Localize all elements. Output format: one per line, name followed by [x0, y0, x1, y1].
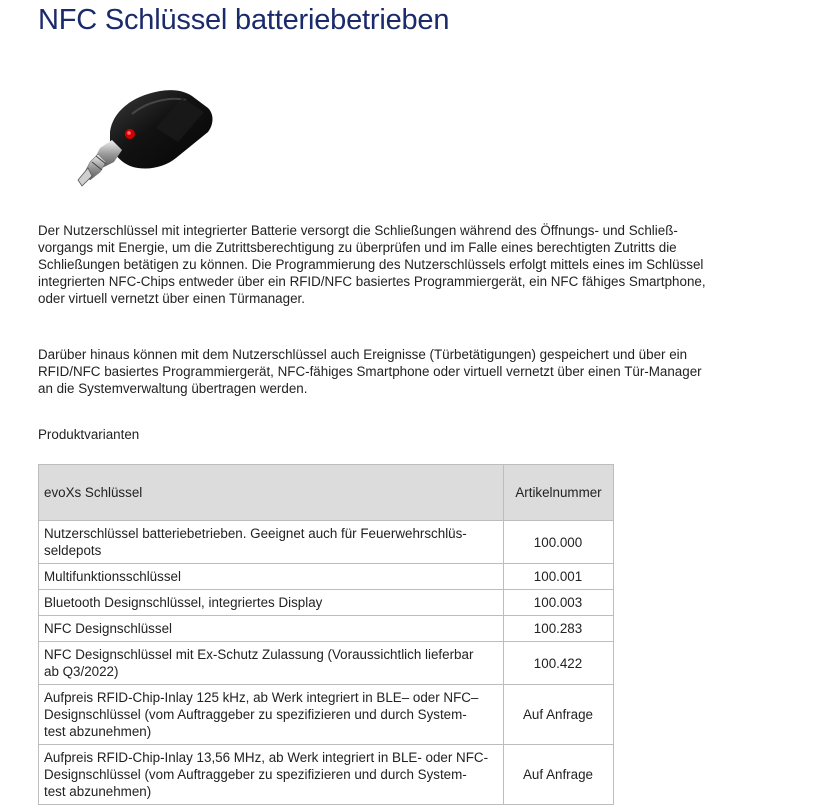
row-description: NFC Designschlüssel mit Ex-Schutz Zulassung (Voraussichtlich lieferbar ab Q3/2022) [39, 642, 504, 685]
row-description: Multifunktionsschlüssel [39, 564, 504, 590]
row-description: Aufpreis RFID-Chip-Inlay 13,56 MHz, ab Werk integriert in BLE- oder NFC- Designschlüssel (vom Auftraggeber zu spezifizieren und durch System- test abzunehmen) [39, 745, 504, 805]
table-row [39, 521, 614, 564]
description-paragraph-1: Der Nutzerschlüssel mit integrierter Batterie versorgt die Schließungen während des Öffnungs- und Schließ- vorgangs mit Energie, um die Zutrittsberechtigung zu überprüfen und im Falle eines berechtigten Zutritts die Schließungen betätigen zu können. Die Programmierung des Nutzerschlüssels erfolgt mittels eines im Schlüssel integrierten NFC-Chips entweder über ein RFID/NFC basiertes Programmiergerät, ein NFC fähiges Smartphone, oder virtuell vernetzt über einen Türmanager. [38, 223, 706, 306]
table-row [39, 685, 614, 745]
table-row [39, 564, 614, 590]
row-article-number: 100.001 [504, 564, 614, 590]
row-article-number: Auf Anfrage [504, 745, 614, 805]
row-article-number: 100.003 [504, 590, 614, 616]
column-header-article-number: Artikelnummer [504, 465, 614, 521]
table-row [39, 590, 614, 616]
page-title: NFC Schlüssel batteriebetrieben [38, 4, 450, 36]
table-row [39, 745, 614, 805]
table-header-row [39, 465, 614, 521]
nfc-key-product-image [72, 84, 222, 196]
column-header-key: evoXs Schlüssel [39, 465, 504, 521]
description-paragraph-2: Darüber hinaus können mit dem Nutzerschlüssel auch Ereignisse (Türbetätigungen) gespeichert und über ein RFID/NFC basiertes Programmiergerät, NFC-fähiges Smartphone oder virtuell vernetzt über einen Tür-Manager an die Systemverwaltung übertragen werden. [38, 347, 702, 396]
row-article-number: 100.000 [504, 521, 614, 564]
product-variants-table [38, 464, 614, 805]
row-article-number: 100.283 [504, 616, 614, 642]
table-row [39, 616, 614, 642]
row-description: NFC Designschlüssel [39, 616, 504, 642]
row-article-number: 100.422 [504, 642, 614, 685]
row-article-number: Auf Anfrage [504, 685, 614, 745]
row-description: Nutzerschlüssel batteriebetrieben. Geeignet auch für Feuerwehrschlüs- seldepots [39, 521, 504, 564]
variants-heading: Produktvarianten [38, 427, 140, 442]
row-description: Bluetooth Designschlüssel, integriertes Display [39, 590, 504, 616]
row-description: Aufpreis RFID-Chip-Inlay 125 kHz, ab Werk integriert in BLE– oder NFC– Designschlüssel (vom Auftraggeber zu spezifizieren und durch System- test abzunehmen) [39, 685, 504, 745]
table-row [39, 642, 614, 685]
